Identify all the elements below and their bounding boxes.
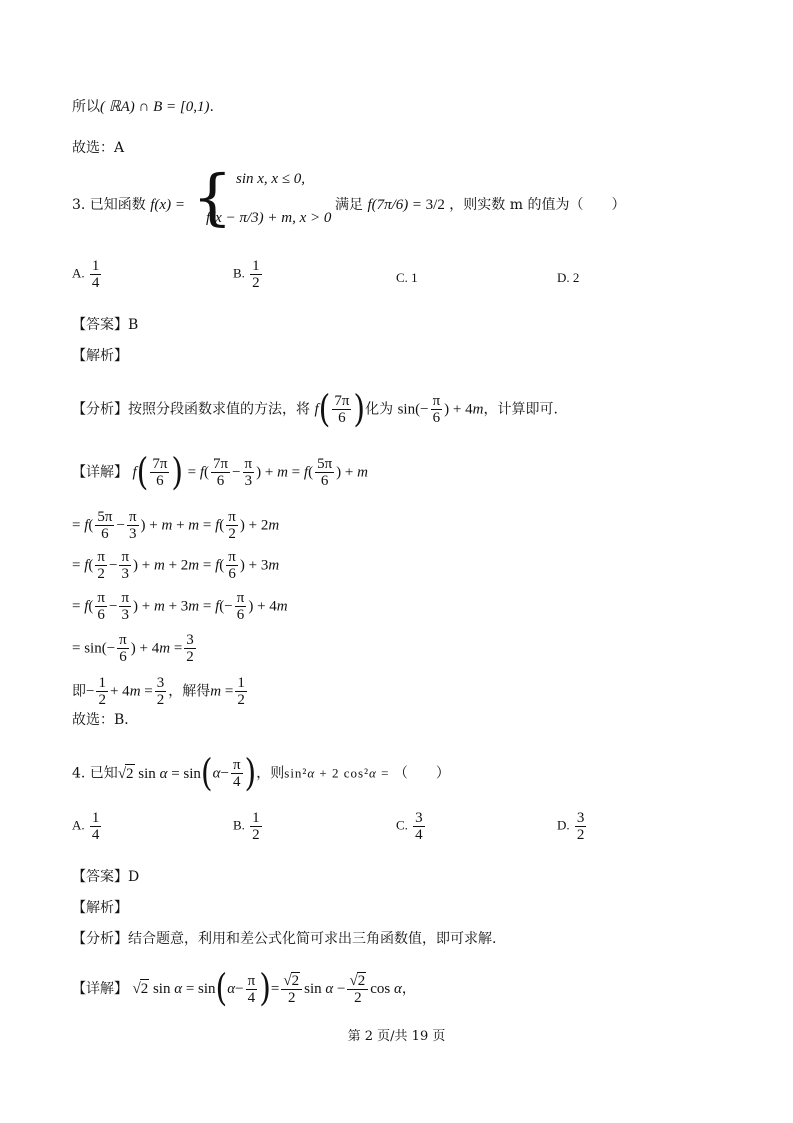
- fenxi-label: 【分析】: [72, 931, 128, 947]
- numerator: 3: [576, 810, 585, 826]
- detail-label: 【详解】: [72, 464, 128, 481]
- option-label: D.: [557, 270, 570, 285]
- denominator: 4: [91, 827, 100, 843]
- option-label: B.: [233, 265, 245, 281]
- q3-conclusion: 即− $\frac{1}{2}$ + 4m = $\frac{3}{2}$ ，解得m = $\frac{1}{2}$: [72, 675, 245, 708]
- conclusion-mid: ，解得: [168, 683, 211, 700]
- detail-end: ，: [401, 981, 416, 997]
- q3-option-c: [396, 270, 418, 286]
- q3-detail-step-1: 【详解】 f( $\frac{7\pi}{6}$ ) = f( $\frac{7\pi}{6}$ − $\frac{\pi}{3}$ ) + m = f( $\frac{5\pi}{6}$ ) + m: [72, 450, 368, 494]
- q3-detail-step-2: = f( $\frac{5\pi}{6}$ − $\frac{\pi}{3}$ ) + m + m = f( $\frac{\pi}{2}$ ) + 2m: [72, 509, 280, 542]
- denominator: 2: [252, 827, 260, 843]
- q4-analysis-label: 【解析】: [72, 900, 128, 916]
- numerator: 1: [252, 810, 260, 826]
- q3-number: 3. 已知函数: [72, 197, 146, 213]
- option-label: C.: [396, 270, 408, 285]
- q3-option-a: [72, 258, 103, 291]
- q4-option-a: [72, 810, 103, 843]
- q3-condition: 满足 f(7π/6) = 3/2 ，则实数 m 的值为（ ）: [335, 197, 626, 213]
- denominator: 4: [91, 275, 100, 291]
- q3-detail-step-4: = f( $\frac{\pi}{6}$ − $\frac{\pi}{3}$ ) + m + 3m = f(− $\frac{\pi}{6}$ ) + 4m: [72, 590, 288, 623]
- fenxi-label: 【分析】: [72, 401, 128, 418]
- fenxi-text: 按照分段函数求值的方法，将: [128, 401, 310, 418]
- q4-number: 4. 已知: [72, 765, 118, 782]
- option-fraction: [250, 810, 262, 843]
- option-fraction: [90, 258, 102, 291]
- q3-function-lhs: f(x) =: [150, 197, 185, 213]
- numerator: 3: [415, 810, 423, 826]
- q3-option-b: [233, 258, 264, 291]
- q4-stem: 4. 已知√2 sin α = sin(α− $\frac{\pi}{4}$ )，则sin²α + 2 cos²α = （ ）: [72, 751, 450, 795]
- q4-fenxi: [72, 930, 496, 948]
- denominator: 2: [252, 275, 260, 291]
- fenxi-text: 化为: [365, 401, 394, 418]
- q3-mid: 满足: [335, 197, 363, 213]
- denominator: 2: [576, 827, 585, 843]
- q3-option-d: [557, 270, 579, 286]
- q4-tail: ，则: [256, 765, 285, 782]
- q4-option-b: [233, 810, 264, 843]
- q3-answer: 【答案】B: [72, 317, 139, 333]
- q4-answer: 【答案】D: [72, 869, 140, 885]
- q3-detail-step-5: = sin(− $\frac{\pi}{6}$ ) + 4m = $\frac{3}{2}$: [72, 632, 194, 665]
- q4-option-d: [557, 810, 588, 843]
- q3-piece-2: f(x − π/3) + m, x > 0: [206, 210, 332, 226]
- option-value: 2: [572, 270, 580, 285]
- numerator: 1: [91, 810, 100, 826]
- option-label: C.: [396, 817, 408, 833]
- text-line: [72, 98, 214, 116]
- q3-detail-step-3: = f( $\frac{\pi}{2}$ − $\frac{\pi}{3}$ ) + m + 2m = f( $\frac{\pi}{6}$ ) + 3m: [72, 549, 280, 582]
- option-fraction: [250, 258, 262, 291]
- math-expression: ( ℝA) ∩ B = [0,1): [100, 99, 210, 115]
- detail-label: 【详解】: [72, 981, 128, 997]
- q3-fenxi: 【分析】按照分段函数求值的方法，将 f( $\frac{7\pi}{6}$ )化为 sin(− $\frac{\pi}{6}$ ) + 4m，计算即可.: [72, 387, 558, 431]
- option-label: A.: [72, 265, 85, 281]
- q3-stem: [72, 196, 185, 214]
- q3-tail: ，则实数 m 的值为（ ）: [449, 197, 626, 213]
- text-prefix: 所以: [72, 99, 100, 115]
- q4-paren: （ ）: [393, 765, 450, 782]
- text-end: .: [209, 99, 214, 115]
- option-fraction: [575, 810, 587, 843]
- q3-piece-1: sin x, x ≤ 0,: [236, 171, 306, 187]
- page-footer: 第 2 页/共 19 页: [347, 1029, 446, 1044]
- conclusion-prefix: 即: [72, 683, 86, 700]
- q3-choose: 故选：B．: [72, 712, 139, 728]
- piecewise-brace-icon: {: [192, 162, 233, 234]
- option-label: A.: [72, 817, 85, 833]
- choose-line: 故选：A: [72, 140, 125, 156]
- q4-option-c: [396, 810, 427, 843]
- q3-analysis-label: 【解析】: [72, 348, 128, 364]
- option-value: 1: [411, 270, 418, 285]
- q3-cond-lhs: f(7π/6): [367, 197, 409, 213]
- q3-cond-rhs: 3/2: [425, 197, 445, 213]
- numerator: 1: [91, 258, 100, 274]
- option-fraction: [90, 810, 102, 843]
- q4-detail: 【详解】 √2 sin α = sin(α− $\frac{\pi}{4}$ )= $\frac{√2}{2}$ sin α − $\frac{√2}{2}$ cos α，: [72, 966, 416, 1011]
- numerator: 1: [252, 258, 260, 274]
- option-label: B.: [233, 817, 245, 833]
- denominator: 4: [415, 827, 423, 843]
- fenxi-text: 结合题意，利用和差公式化简可求出三角函数值，即可求解.: [128, 931, 497, 947]
- option-fraction: [413, 810, 425, 843]
- fenxi-text: ，计算即可.: [483, 401, 558, 418]
- option-label: D.: [557, 817, 570, 833]
